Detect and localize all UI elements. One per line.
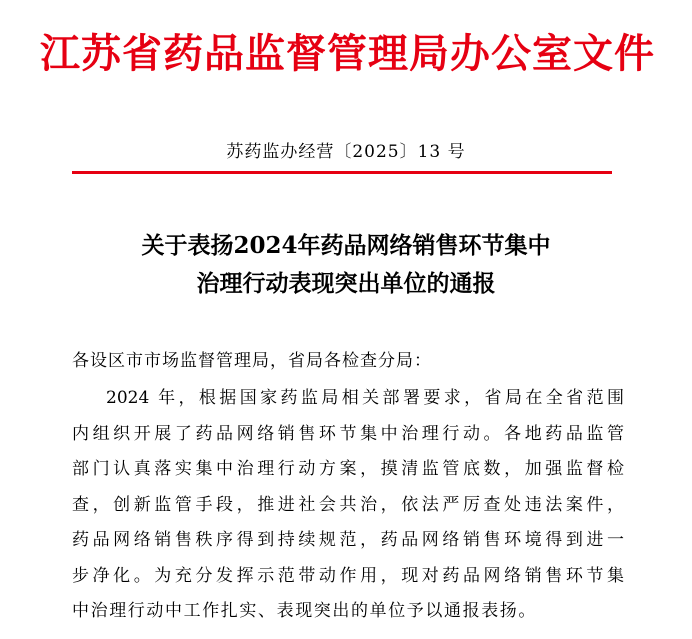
body-line: 中治理行动中工作扎实、表现突出的单位予以通报表扬。 — [72, 601, 537, 621]
body-line: 内组织开展了药品网络销售环节集中治理行动。各地药品监管 — [72, 423, 624, 444]
document-number: 苏药监办经营〔2025〕13 号 — [226, 142, 466, 162]
body-line: 药品网络销售秩序得到持续规范，药品网络销售环境得到进一 — [72, 530, 624, 550]
document-title-line: 治理行动表现突出单位的通报 — [196, 270, 496, 297]
document-title — [40, 227, 652, 303]
body-line: 步净化。为充分发挥示范带动作用，现对药品网络销售环节集 — [72, 565, 624, 586]
body-paragraph — [72, 381, 624, 630]
body-line: 查，创新监管手段，推进社会共治，依法严厉查处违法案件， — [72, 494, 624, 515]
issuing-authority-title: 江苏省药品监督管理局办公室文件 — [40, 30, 655, 77]
red-separator-line — [72, 171, 612, 174]
document-title-line: 关于表扬2024年药品网络销售环节集中 — [141, 232, 551, 259]
body-line: 部门认真落实集中治理行动方案，摸清监管底数，加强监督检 — [72, 459, 624, 479]
salutation: 各设区市市场监督管理局，省局各检查分局： — [72, 351, 432, 371]
body-line: 2024 年，根据国家药监局相关部署要求，省局在全省范围 — [106, 388, 624, 408]
